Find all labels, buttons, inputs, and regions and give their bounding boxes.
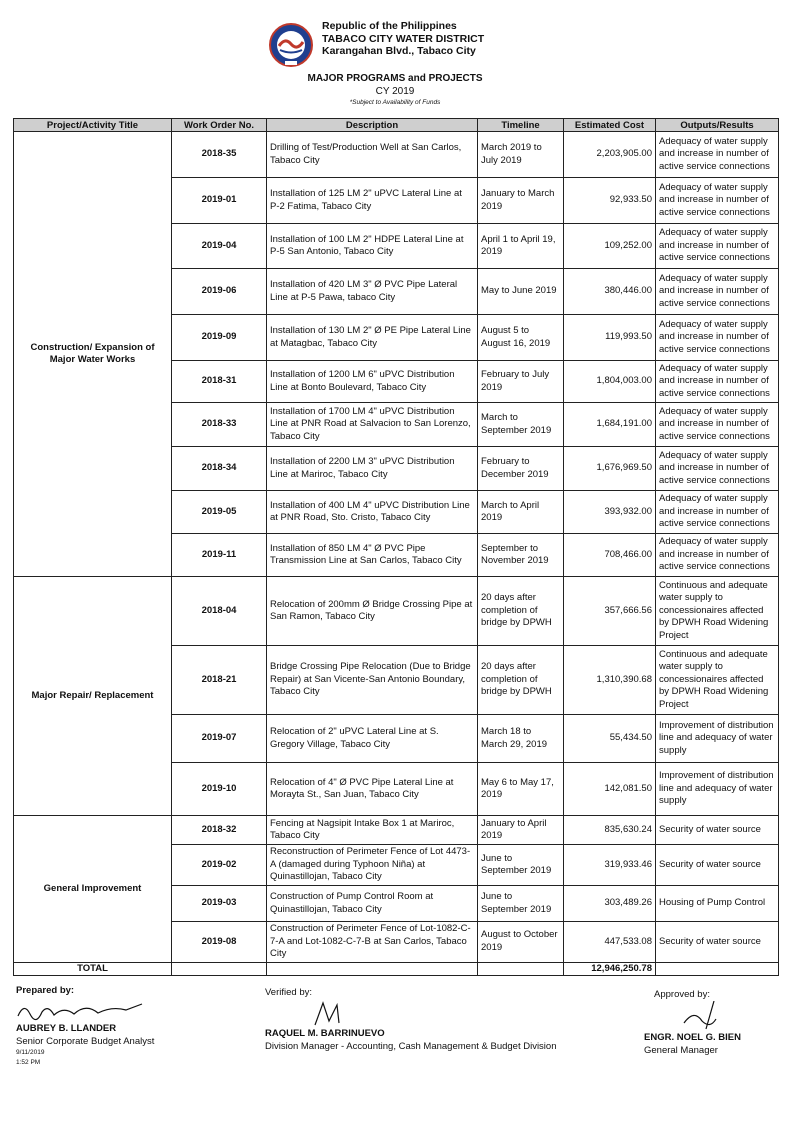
total-value: 12,946,250.78 bbox=[564, 962, 656, 975]
prepared-by-label: Prepared by: bbox=[16, 985, 75, 996]
outputs-cell: Adequacy of water supply and increase in number of active service connections bbox=[656, 315, 779, 361]
cost-cell: 708,466.00 bbox=[564, 534, 656, 577]
outputs-cell: Security of water source bbox=[656, 816, 779, 845]
outputs-cell: Improvement of distribution line and adequacy of water supply bbox=[656, 715, 779, 763]
description-cell: Installation of 125 LM 2" uPVC Lateral Line at P-2 Fatima, Tabaco City bbox=[267, 178, 478, 224]
description-cell: Relocation of 4" Ø PVC Pipe Lateral Line at Morayta St., San Juan, Tabaco City bbox=[267, 763, 478, 816]
work-order-cell: 2018-04 bbox=[172, 577, 267, 646]
work-order-cell: 2018-21 bbox=[172, 646, 267, 715]
group-major-repair: Major Repair/ Replacement bbox=[14, 577, 172, 816]
timeline-cell: June to September 2019 bbox=[478, 886, 564, 922]
outputs-cell: Adequacy of water supply and increase in number of active service connections bbox=[656, 269, 779, 315]
water-district-logo-icon bbox=[268, 22, 314, 68]
total-empty-cell bbox=[172, 962, 267, 975]
col-header-description: Description bbox=[267, 119, 478, 132]
group-general-improvement: General Improvement bbox=[14, 816, 172, 963]
timeline-cell: March to April 2019 bbox=[478, 491, 564, 534]
cost-cell: 303,489.26 bbox=[564, 886, 656, 922]
cost-cell: 835,630.24 bbox=[564, 816, 656, 845]
work-order-cell: 2019-10 bbox=[172, 763, 267, 816]
description-cell: Installation of 850 LM 4" Ø PVC Pipe Transmission Line at San Carlos, Tabaco City bbox=[267, 534, 478, 577]
verified-by-block bbox=[265, 986, 557, 1053]
approved-title: General Manager bbox=[644, 1045, 718, 1056]
description-cell: Reconstruction of Perimeter Fence of Lot 4473-A (damaged during Typhoon Niña) at Quinastillojan, Tabaco City bbox=[267, 845, 478, 886]
description-cell: Drilling of Test/Production Well at San Carlos, Tabaco City bbox=[267, 132, 478, 178]
timeline-cell: September to November 2019 bbox=[478, 534, 564, 577]
total-label: TOTAL bbox=[14, 962, 172, 975]
col-header-outputs: Outputs/Results bbox=[656, 119, 779, 132]
cost-cell: 1,310,390.68 bbox=[564, 646, 656, 715]
outputs-cell: Adequacy of water supply and increase in number of active service connections bbox=[656, 534, 779, 577]
description-cell: Installation of 1700 LM 4" uPVC Distribution Line at PNR Road at Salvacion to San Lorenzo, Tabaco City bbox=[267, 403, 478, 447]
timeline-cell: April 1 to April 19, 2019 bbox=[478, 224, 564, 269]
work-order-cell: 2019-03 bbox=[172, 886, 267, 922]
outputs-cell: Adequacy of water supply and increase in number of active service connections bbox=[656, 447, 779, 491]
approved-name: ENGR. NOEL G. BIEN bbox=[644, 1032, 741, 1043]
timeline-cell: February to December 2019 bbox=[478, 447, 564, 491]
cost-cell: 393,932.00 bbox=[564, 491, 656, 534]
document-header bbox=[0, 18, 790, 68]
work-order-cell: 2019-09 bbox=[172, 315, 267, 361]
description-cell: Installation of 400 LM 4" uPVC Distribution Line at PNR Road, Sto. Cristo, Tabaco City bbox=[267, 491, 478, 534]
cost-cell: 357,666.56 bbox=[564, 577, 656, 646]
description-cell: Construction of Pump Control Room at Quinastillojan, Tabaco City bbox=[267, 886, 478, 922]
timeline-cell: June to September 2019 bbox=[478, 845, 564, 886]
prepared-time: 1:52 PM bbox=[16, 1059, 41, 1066]
work-order-cell: 2019-11 bbox=[172, 534, 267, 577]
total-empty-cell bbox=[656, 962, 779, 975]
outputs-cell: Security of water source bbox=[656, 845, 779, 886]
outputs-cell: Adequacy of water supply and increase in number of active service connections bbox=[656, 224, 779, 269]
work-order-cell: 2018-31 bbox=[172, 361, 267, 403]
work-order-cell: 2018-34 bbox=[172, 447, 267, 491]
timeline-cell: February to July 2019 bbox=[478, 361, 564, 403]
verified-signature-icon bbox=[305, 999, 365, 1027]
total-empty-cell bbox=[267, 962, 478, 975]
prepared-signature-icon bbox=[16, 1000, 146, 1022]
verified-by-label: Verified by: bbox=[265, 987, 312, 998]
timeline-cell: March 2019 to July 2019 bbox=[478, 132, 564, 178]
document-titles bbox=[0, 72, 790, 108]
work-order-cell: 2018-33 bbox=[172, 403, 267, 447]
prepared-name: AUBREY B. LLANDER bbox=[16, 1023, 117, 1034]
approved-signature-icon bbox=[654, 1001, 724, 1031]
group-construction: Construction/ Expansion of Major Water Works bbox=[14, 132, 172, 577]
republic-line: Republic of the Philippines bbox=[322, 20, 457, 32]
table-row bbox=[14, 577, 779, 646]
table-header-row bbox=[14, 119, 779, 132]
prepared-by-block bbox=[16, 984, 154, 1068]
description-cell: Installation of 2200 LM 3" uPVC Distribution Line at Mariroc, Tabaco City bbox=[267, 447, 478, 491]
cost-cell: 142,081.50 bbox=[564, 763, 656, 816]
work-order-cell: 2019-04 bbox=[172, 224, 267, 269]
prepared-title: Senior Corporate Budget Analyst bbox=[16, 1036, 155, 1047]
description-cell: Construction of Perimeter Fence of Lot-1082-C-7-A and Lot-1082-C-7-B at San Carlos, Tabaco City bbox=[267, 922, 478, 963]
col-header-project: Project/Activity Title bbox=[14, 119, 172, 132]
timeline-cell: January to April 2019 bbox=[478, 816, 564, 845]
district-address: Karangahan Blvd., Tabaco City bbox=[322, 45, 476, 57]
work-order-cell: 2019-05 bbox=[172, 491, 267, 534]
timeline-cell: January to March 2019 bbox=[478, 178, 564, 224]
outputs-cell: Adequacy of water supply and increase in number of active service connections bbox=[656, 403, 779, 447]
prepared-date: 9/11/2019 bbox=[16, 1049, 45, 1056]
work-order-cell: 2018-32 bbox=[172, 816, 267, 845]
timeline-cell: August 5 to August 16, 2019 bbox=[478, 315, 564, 361]
approved-by-block bbox=[644, 988, 741, 1057]
description-cell: Relocation of 200mm Ø Bridge Crossing Pipe at San Ramon, Tabaco City bbox=[267, 577, 478, 646]
outputs-cell: Continuous and adequate water supply to concessionaires affected by DPWH Road Widening Project bbox=[656, 646, 779, 715]
total-empty-cell bbox=[478, 962, 564, 975]
timeline-cell: 20 days after completion of bridge by DPWH bbox=[478, 646, 564, 715]
cost-cell: 319,933.46 bbox=[564, 845, 656, 886]
timeline-cell: May to June 2019 bbox=[478, 269, 564, 315]
cost-cell: 109,252.00 bbox=[564, 224, 656, 269]
cost-cell: 119,993.50 bbox=[564, 315, 656, 361]
description-cell: Relocation of 2" uPVC Lateral Line at S. Gregory Village, Tabaco City bbox=[267, 715, 478, 763]
cost-cell: 380,446.00 bbox=[564, 269, 656, 315]
cost-cell: 1,804,003.00 bbox=[564, 361, 656, 403]
description-cell: Bridge Crossing Pipe Relocation (Due to Bridge Repair) at San Vicente-San Antonio Boundary, Tabaco City bbox=[267, 646, 478, 715]
outputs-cell: Security of water source bbox=[656, 922, 779, 963]
col-header-cost: Estimated Cost bbox=[564, 119, 656, 132]
cost-cell: 1,684,191.00 bbox=[564, 403, 656, 447]
description-cell: Installation of 100 LM 2" HDPE Lateral Line at P-5 San Antonio, Tabaco City bbox=[267, 224, 478, 269]
description-cell: Installation of 1200 LM 6" uPVC Distribution Line at Bonto Boulevard, Tabaco City bbox=[267, 361, 478, 403]
work-order-cell: 2019-06 bbox=[172, 269, 267, 315]
col-header-timeline: Timeline bbox=[478, 119, 564, 132]
timeline-cell: 20 days after completion of bridge by DPWH bbox=[478, 577, 564, 646]
district-name: TABACO CITY WATER DISTRICT bbox=[322, 32, 485, 45]
work-order-cell: 2019-07 bbox=[172, 715, 267, 763]
timeline-cell: May 6 to May 17, 2019 bbox=[478, 763, 564, 816]
description-cell: Installation of 130 LM 2" Ø PE Pipe Lateral Line at Matagbac, Tabaco City bbox=[267, 315, 478, 361]
timeline-cell: August to October 2019 bbox=[478, 922, 564, 963]
table-row bbox=[14, 816, 779, 845]
cost-cell: 1,676,969.50 bbox=[564, 447, 656, 491]
document-title: MAJOR PROGRAMS and PROJECTS bbox=[307, 73, 483, 84]
cost-cell: 55,434.50 bbox=[564, 715, 656, 763]
outputs-cell: Continuous and adequate water supply to concessionaires affected by DPWH Road Widening Project bbox=[656, 577, 779, 646]
document-year: CY 2019 bbox=[375, 86, 415, 97]
work-order-cell: 2019-02 bbox=[172, 845, 267, 886]
outputs-cell: Adequacy of water supply and increase in number of active service connections bbox=[656, 132, 779, 178]
description-cell: Fencing at Nagsipit Intake Box 1 at Mariroc, Tabaco City bbox=[267, 816, 478, 845]
description-cell: Installation of 420 LM 3" Ø PVC Pipe Lateral Line at P-5 Pawa, tabaco City bbox=[267, 269, 478, 315]
approved-by-label: Approved by: bbox=[654, 989, 710, 1000]
outputs-cell: Adequacy of water supply and increase in number of active service connections bbox=[656, 178, 779, 224]
outputs-cell: Adequacy of water supply and increase in number of active service connections bbox=[656, 491, 779, 534]
table-row bbox=[14, 132, 779, 178]
total-row bbox=[14, 962, 779, 975]
funds-note: *Subject to Availability of Funds bbox=[349, 99, 441, 106]
cost-cell: 447,533.08 bbox=[564, 922, 656, 963]
verified-name: RAQUEL M. BARRINUEVO bbox=[265, 1028, 385, 1039]
work-order-cell: 2019-01 bbox=[172, 178, 267, 224]
work-order-cell: 2019-08 bbox=[172, 922, 267, 963]
outputs-cell: Housing of Pump Control bbox=[656, 886, 779, 922]
outputs-cell: Improvement of distribution line and adequacy of water supply bbox=[656, 763, 779, 816]
col-header-work-order: Work Order No. bbox=[172, 119, 267, 132]
projects-table bbox=[13, 118, 779, 976]
outputs-cell: Adequacy of water supply and increase in number of active service connections bbox=[656, 361, 779, 403]
timeline-cell: March 18 to March 29, 2019 bbox=[478, 715, 564, 763]
timeline-cell: March to September 2019 bbox=[478, 403, 564, 447]
work-order-cell: 2018-35 bbox=[172, 132, 267, 178]
cost-cell: 92,933.50 bbox=[564, 178, 656, 224]
cost-cell: 2,203,905.00 bbox=[564, 132, 656, 178]
verified-title: Division Manager - Accounting, Cash Management & Budget Division bbox=[265, 1041, 557, 1052]
